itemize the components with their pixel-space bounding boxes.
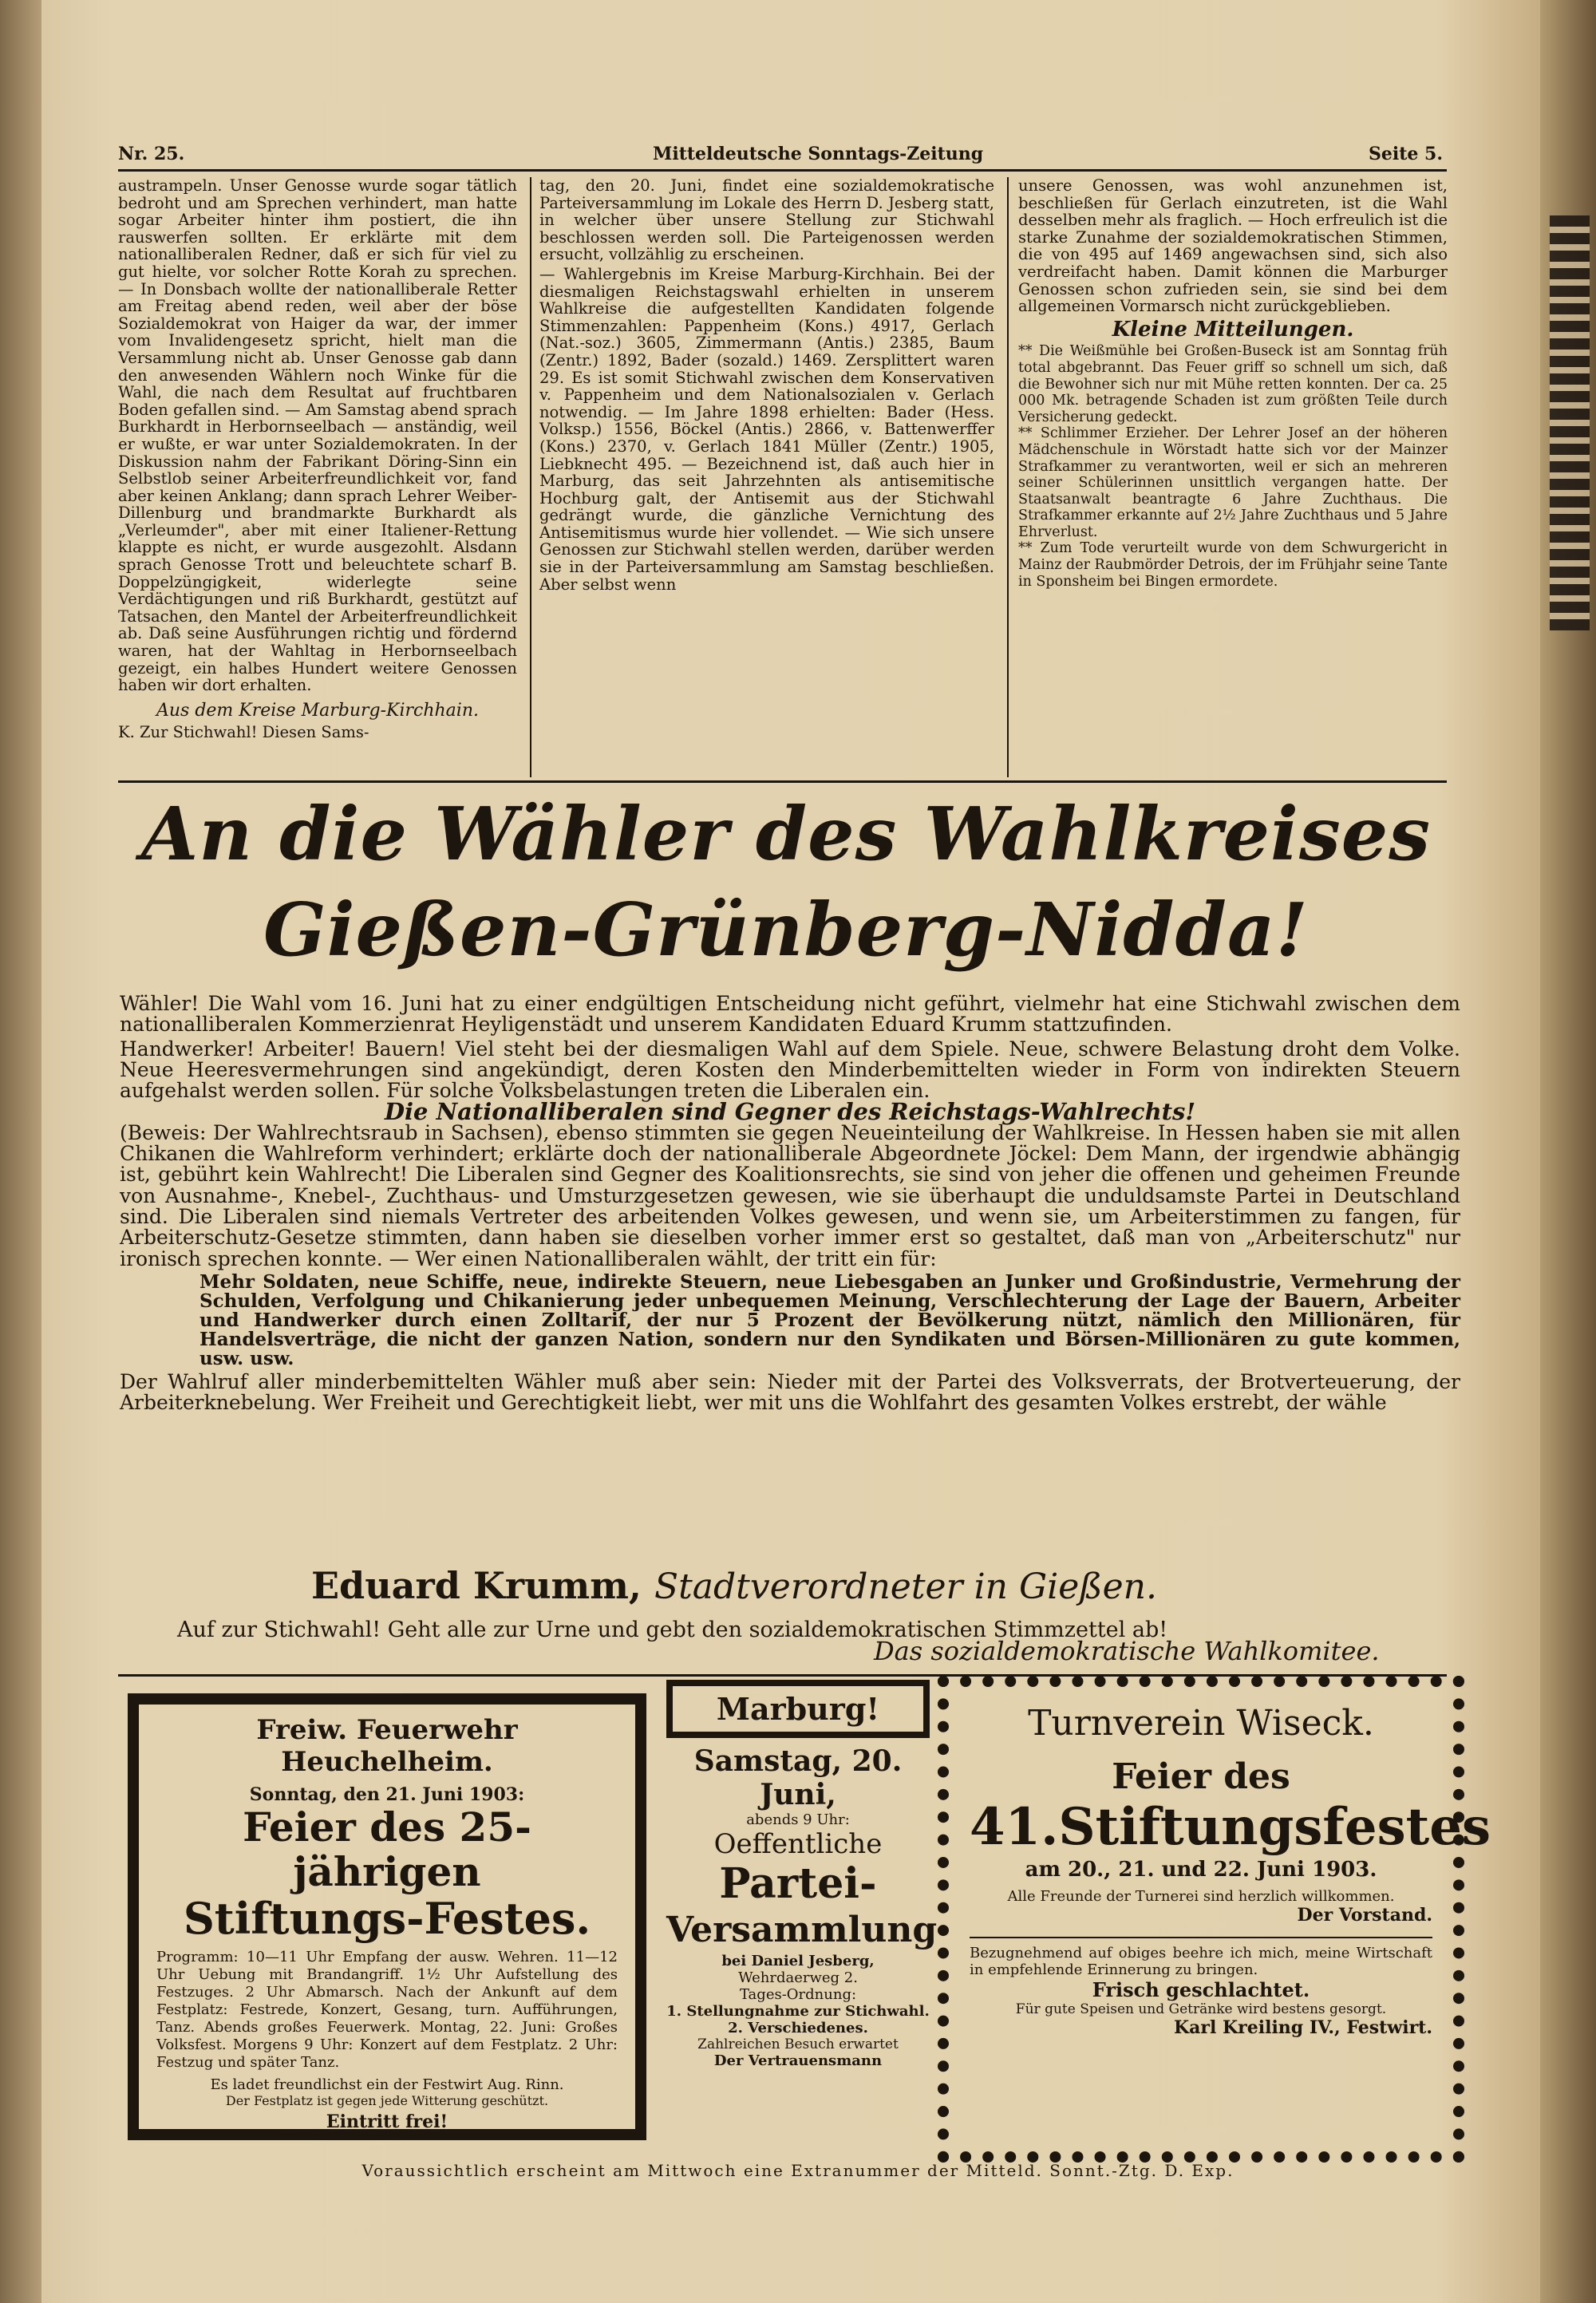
article-column-3	[1018, 177, 1448, 590]
ad2-title-2: Partei-	[719, 1859, 877, 1908]
ad1-org: Freiw. Feuerwehr Heuchelheim.	[256, 1714, 518, 1778]
binding-gutter-left	[0, 0, 41, 2303]
headline-line-1: An die Wähler des Wahlkreises	[140, 791, 1432, 877]
page-header	[118, 144, 1443, 169]
ad-fire-brigade	[128, 1693, 646, 2140]
ad1-entry: Eintritt frei!	[326, 2111, 448, 2132]
page-footer: Voraussichtlich erscheint am Mittwoch eine Extranummer der Mitteld. Sonnt.-Ztg. D. Exp.	[361, 2161, 1235, 2180]
ad3-title-2: 41.Stiftungsfestes	[970, 1797, 1491, 1857]
closing-call: Auf zur Stichwahl! Geht alle zur Urne und gebt den sozialdemokratischen Stimmzettel ab!	[177, 1618, 1168, 1642]
appeal-list: Mehr Soldaten, neue Schiffe, neue, indirekte Steuern, neue Liebesgaben an Junker und Großindustrie, Vermehrung der Schulden, Verfolgung und Chikanierung jeder unbequemen Meinung, Verschlechterung der Lage der Bauern, Arbeiter und Handwerker durch einen Zolltarif, der nur 5 Prozent der Bevölkerung nützt, nämlich den Millionären, für Handelsverträge, die nicht der ganzen Nation, sondern nur den Syndikaten und Börsen-Millionären zu gute kommen, usw. usw.	[200, 1270, 1460, 1369]
ad3-dates: am 20., 21. und 22. Juni 1903.	[1025, 1858, 1377, 1882]
col2-election-result: — Wahlergebnis im Kreise Marburg-Kirchhain. Bei der diesmaligen Reichstagswahl erhielten in unserem Wahlkreise die aufgestellten Kandidaten folgende Stimmenzahlen: Pappenheim (Kons.) 4917, Gerlach (Nat.-soz.) 3605, Zimmermann (Antis.) 2385, Baum (Zentr.) 1892, Bader (sozald.) 1469. Zersplittert waren 29. Es ist somit Stichwahl zwischen dem Konservativen v. Pappenheim und dem Nationalsozialen v. Gerlach notwendig. — Im Jahre 1898 erhielten: Bader (Hess. Volksp.) 1556, Böckel (Antis.) 2866, v. Battenwerffer (Kons.) 2370, v. Gerlach 1841 Müller (Zentr.) 1905, Liebknecht 495. — Bezeichnend ist, daß auch hier in Marburg, das seit Jahrzehnten als antisemitische Hochburg galt, der Antisemit aus der Stichwahl gedrängt wurde, die gänzliche Vernichtung des Antisemitismus wurde hier vollendet. — Wie sich unsere Genossen zur Stichwahl stellen werden, darüber werden sie in der Parteiversammlung am Samstag beschließen. Aber selbst wenn	[539, 264, 994, 594]
headline-line-2: Gießen-Grünberg-Nidda!	[263, 887, 1309, 973]
ad3-reference: Bezugnehmend auf obiges beehre ich mich, meine Wirtschaft in empfehlende Erinnerung zu bringen.	[970, 1945, 1432, 1978]
col1-paragraph-2: K. Zur Stichwahl! Diesen Sams-	[118, 723, 369, 742]
ad3-board: Der Vorstand.	[1297, 1905, 1432, 1926]
ad2-street: Wehrdaerweg 2.	[738, 1969, 858, 1986]
ad1-invite: Es ladet freundlichst ein der Festwirt Aug. Rinn.	[210, 2076, 564, 2093]
page-edge-tab	[1550, 215, 1590, 630]
col3-news-1: ** Die Weißmühle bei Großen-Buseck ist am Sonntag früh total abgebrannt. Das Feuer griff so schnell um sich, daß die Bewohner sich nur mit Mühe retten konnten. Der ca. 25 000 Mk. betragende Schaden ist zum größten Teile durch Versicherung gedeckt.	[1018, 343, 1448, 425]
ad2-place: Marburg!	[716, 1691, 880, 1727]
candidate-line	[311, 1564, 1349, 1607]
ad1-date: Sonntag, den 21. Juni 1903:	[249, 1784, 525, 1805]
ad2-visit: Zahlreichen Besuch erwartet	[697, 2036, 899, 2052]
header-rule	[118, 169, 1447, 172]
ad2-item-1: 1. Stellungnahme zur Stichwahl.	[666, 2003, 930, 2020]
committee-signature: Das sozialdemokratische Wahlkomitee.	[874, 1636, 1380, 1666]
col1-section-heading: Aus dem Kreise Marburg-Kirchhain.	[156, 700, 479, 721]
ad3-divider	[970, 1937, 1432, 1938]
ad3-fresh: Frisch geschlachtet.	[1092, 1978, 1310, 2001]
appeal-call: Der Wahlruf aller minderbemittelten Wähler muß aber sein: Nieder mit der Partei des Volksverrats, der Brotverteuerung, der Arbeiterknebelung. Wer Freiheit und Gerechtigkeit liebt, wer mit uns die Wohlfahrt des gesamten Volkes erstrebt, der wähle	[120, 1369, 1460, 1415]
ad2-title-1: Oeffentliche	[713, 1828, 883, 1860]
column-divider	[530, 177, 531, 777]
col3-news-3: ** Zum Tode verurteilt wurde von dem Schwurgericht in Mainz der Raubmörder Detrois, der im Frühjahr seine Tante in Sponsheim bei Bingen ermordete.	[1018, 540, 1448, 590]
appeal-liberals-slogan: Die Nationalliberalen sind Gegner des Reichstags-Wahlrechts!	[384, 1098, 1196, 1126]
ad3-friends: Alle Freunde der Turnerei sind herzlich willkommen.	[1007, 1888, 1395, 1905]
issue-number: Nr. 25.	[118, 144, 185, 164]
appeal-workers: Handwerker! Arbeiter! Bauern! Viel steht bei der diesmaligen Wahl auf dem Spiele. Neue, schwere Belastung droht dem Volke. Neue Heeresvermehrungen sind angekündigt, deren Kosten den Minderbemittelten wieder in Form von indirekten Steuern aufgehalst werden sollen. Für solche Volksbelastungen treten die Liberalen ein.	[120, 1037, 1460, 1103]
candidate-name: Eduard Krumm,	[311, 1564, 642, 1607]
appeal-voters: Wähler! Die Wahl vom 16. Juni hat zu einer endgültigen Entscheidung nicht geführt, vielmehr hat eine Stichwahl zwischen dem nationalliberalen Kommerzienrat Heyligenstädt und unserem Kandidaten Eduard Krumm stattzufinden.	[120, 992, 1460, 1037]
col3-paragraph: unsere Genossen, was wohl anzunehmen ist, beschließen für Gerlach einzutreten, ist die Wahl desselben mehr als fraglich. — Hoch erfreulich ist die starke Zunahme der sozialdemokratischen Stimmen, die von 495 auf 1469 angewachsen sind, sich also verdreifacht haben. Damit können die Marburger Genossen schon zufrieden sein, sie sind bei dem allgemeinen Vormarsch nicht zurückgeblieben.	[1018, 176, 1448, 316]
col1-paragraph: austrampeln. Unser Genosse wurde sogar tätlich bedroht und am Sprechen verhindert, man hatte sogar Arbeiter hinter ihm postiert, die ihn rauswerfen sollten. Er erklärte mit dem nationalliberalen Redner, daß er sich für viel zu gut hielte, vor solcher Rotte Korah zu sprechen. — In Donsbach wollte der nationalliberale Retter am Freitag abend reden, weil aber der böse Sozialdemokrat von Haiger da war, der immer vom Invalidengesetz spricht, hielt man die Versammlung nicht ab. Unser Genosse gab dann den anwesenden Wählern noch Winke für die Wahl, die nach dem Resultat auf fruchtbaren Boden gefallen sind. — Am Samstag abend sprach Burkhardt in Herbornseelbach — anständig, weil er wußte, er war unter Sozialdemokraten. In der Diskussion nahm der Fabrikant Döring-Sinn ein Selbstlob seiner Arbeiterfreundlichkeit vor, fand aber keinen Anklang; dann sprach Lehrer Weiber-Dillenburg und brandmarkte Burkhardt als „Verleumder", aber mit einer Italiener-Rettung klappte es nicht, er wurde ausgezohlt. Alsdann sprach Genosse Trott und beleuchtete scharf B. Doppelzüngigkeit, widerlegte seine Verdächtigungen und riß Burkhardt, gestützt auf Tatsachen, den Mantel der Arbeiterfreundlichkeit ab. Daß seine Ausführungen richtig und fördernd waren, hat der Wahltag in Herbornseelbach gezeigt, ein halbes Hundert weitere Genossen haben wir dort erhalten.	[118, 176, 517, 695]
col2-paragraph: tag, den 20. Juni, findet eine sozialdemokratische Parteiversammlung im Lokale des Herrn D. Jesberg statt, in welcher über unsere Stellung zur Stichwahl beschlossen werden soll. Die Parteigenossen werden ersucht, vollzählig zu erscheinen.	[539, 176, 994, 264]
ad2-title-3: Versammlung	[666, 1910, 938, 1950]
ad1-title-2: Stiftungs-Festes.	[183, 1893, 591, 1944]
newspaper-title: Mitteldeutsche Sonntags-Zeitung	[653, 144, 984, 164]
ad2-host: bei Daniel Jesberg,	[721, 1953, 875, 1969]
ad1-note: Der Festplatz ist gegen jede Witterung geschützt.	[225, 2093, 549, 2108]
ad3-title-1: Feier des	[1112, 1756, 1290, 1797]
ad1-program: Programm: 10—11 Uhr Empfang der ausw. Wehren. 11—12 Uhr Uebung mit Brandangriff. 1½ Uhr Aufstellung des Festzuges. 2 Uhr Abmarsch. Nach der Ankunft auf dem Festplatz: Festrede, Konzert, Gesang, turn. Aufführungen, Tanz. Abends großes Feuerwerk. Montag, 22. Juni: Großes Volksfest. Morgens 9 Uhr: Konzert auf dem Festplatz. 2 Uhr: Festzug und später Tanz.	[156, 1949, 618, 2071]
ad2-item-2: 2. Verschiedenes.	[728, 2020, 868, 2036]
ad-gymnastics-club	[938, 1676, 1491, 2163]
ad2-time: abends 9 Uhr:	[746, 1811, 850, 1828]
article-column-2	[539, 177, 994, 593]
ad2-date: Samstag, 20. Juni,	[693, 1744, 903, 1811]
section-rule	[118, 780, 1447, 783]
ad2-agenda: Tages-Ordnung:	[739, 1986, 857, 2003]
col3-news-2: ** Schlimmer Erzieher. Der Lehrer Josef an der höheren Mädchenschule in Wörstadt hatte sich vor der Mainzer Strafkammer zu verantworten, weil er sich an mehreren seiner Schülerinnen unsittlich vergangen hatte. Der Staatsanwalt beantragte 6 Jahre Zuchthaus. Die Strafkammer erkannte auf 2½ Jahre Zuchthaus und 5 Jahre Ehrverlust.	[1018, 425, 1448, 540]
ad2-frame	[666, 1680, 930, 1738]
ad2-sign: Der Vertrauensmann	[713, 2052, 883, 2069]
ad3-host: Karl Kreiling IV., Festwirt.	[1174, 2017, 1432, 2038]
page-number: Seite 5.	[1368, 144, 1443, 164]
ad1-title-1: Feier des 25-jährigen	[243, 1803, 531, 1895]
candidate-title: Stadtverordneter in Gießen.	[654, 1566, 1157, 1607]
appeal-evidence: (Beweis: Der Wahlrechtsraub in Sachsen), ebenso stimmten sie gegen Neueinteilung der Wahlkreise. In Hessen haben sie mit allen Chikanen die Wahlreform verhindert; erklärte doch der nationalliberale Abgeordnete Jöckel: Dem Mann, der irgendwie abhängig ist, gebührt kein Wahlrecht! Die Liberalen sind Gegner des Koalitionsrechts, sie sind von jeher die offenen und geheimen Freunde von Ausnahme-, Knebel-, Zuchthaus- und Umsturzgesetzen gewesen, wie sie überhaupt die unduldsamste Partei in Deutschland sind. Die Liberalen sind niemals Vertreter des arbeitenden Volkes gewesen, und wenn sie, um Arbeiterstimmen zu fangen, für Arbeiterschutz-Gesetze stimmten, dann haben sie dieselben vorher immer erst so gestaltet, daß man von „Arbeiterschutz" nur ironisch sprechen konnte. — Wer einen Nationalliberalen wählt, der tritt ein für:	[120, 1120, 1460, 1270]
ad3-food: Für gute Speisen und Getränke wird bestens gesorgt.	[1015, 2001, 1387, 2017]
election-appeal	[120, 993, 1460, 1413]
ad-party-meeting	[666, 1680, 938, 2159]
article-column-1	[118, 177, 517, 741]
column-divider	[1007, 177, 1009, 777]
col3-heading: Kleine Mitteilungen.	[1112, 317, 1354, 342]
ad3-org: Turnverein Wiseck.	[1028, 1703, 1374, 1744]
